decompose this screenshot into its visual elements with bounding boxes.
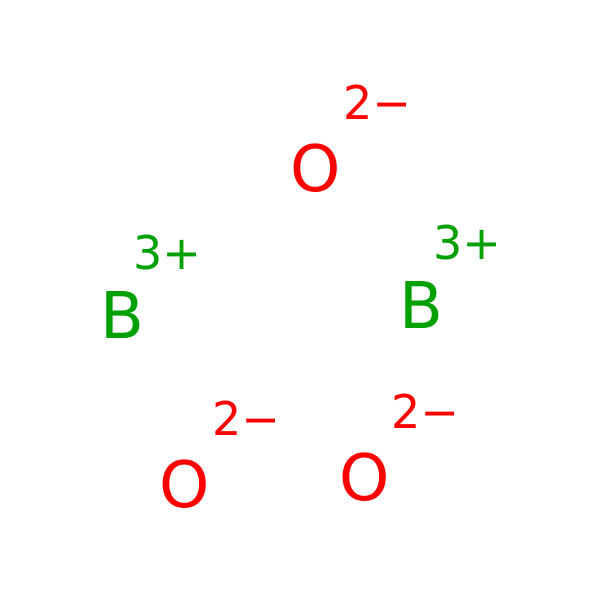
oxygen-symbol: O <box>339 442 390 516</box>
boron-symbol: B <box>100 280 144 354</box>
ion-charge: 2− <box>212 392 280 446</box>
ion-charge: 3+ <box>433 216 501 270</box>
boron-symbol: B <box>399 270 443 344</box>
ion-charge: 2− <box>391 385 459 439</box>
ion-charge: 2− <box>343 76 411 130</box>
oxygen-symbol: O <box>290 133 341 207</box>
oxygen-symbol: O <box>159 449 210 523</box>
ion-charge: 3+ <box>133 226 201 280</box>
